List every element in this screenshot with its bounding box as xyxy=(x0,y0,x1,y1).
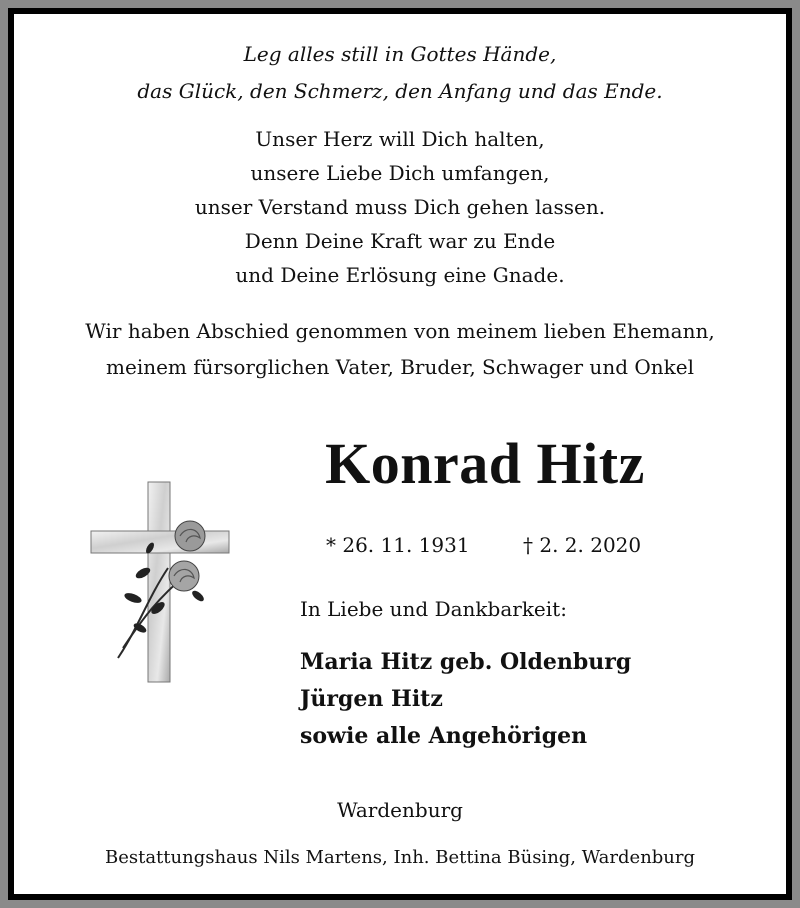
bereaved-name: Maria Hitz geb. Oldenburg xyxy=(300,649,632,675)
poem-line: Unser Herz will Dich halten, xyxy=(255,127,545,151)
poem xyxy=(0,122,800,292)
cross-with-roses-icon xyxy=(88,478,233,688)
opening-verse xyxy=(0,36,800,110)
birth-date: * 26. 11. 1931 xyxy=(326,533,470,557)
poem-line: Denn Deine Kraft war zu Ende xyxy=(244,229,556,253)
farewell-text xyxy=(0,313,800,385)
thanks-line: In Liebe und Dankbarkeit: xyxy=(300,597,567,621)
farewell-line: Wir haben Abschied genommen von meinem lieben Ehemann, xyxy=(85,319,715,343)
verse-line: das Glück, den Schmerz, den Anfang und das Ende. xyxy=(137,79,663,103)
farewell-line: meinem fürsorglichen Vater, Bruder, Schwager und Onkel xyxy=(106,355,694,379)
deceased-name: Konrad Hitz xyxy=(325,431,645,496)
bereaved-list xyxy=(300,644,631,755)
bereaved-name: sowie alle Angehörigen xyxy=(300,723,588,749)
place: Wardenburg xyxy=(337,798,463,822)
death-date: † 2. 2. 2020 xyxy=(523,533,642,557)
poem-line: unsere Liebe Dich umfangen, xyxy=(250,161,550,185)
funeral-home: Bestattungshaus Nils Martens, Inh. Bettina Büsing, Wardenburg xyxy=(104,847,696,868)
poem-line: unser Verstand muss Dich gehen lassen. xyxy=(194,195,606,219)
poem-line: und Deine Erlösung eine Gnade. xyxy=(235,263,565,287)
verse-line: Leg alles still in Gottes Hände, xyxy=(243,42,557,66)
bereaved-name: Jürgen Hitz xyxy=(300,686,443,712)
